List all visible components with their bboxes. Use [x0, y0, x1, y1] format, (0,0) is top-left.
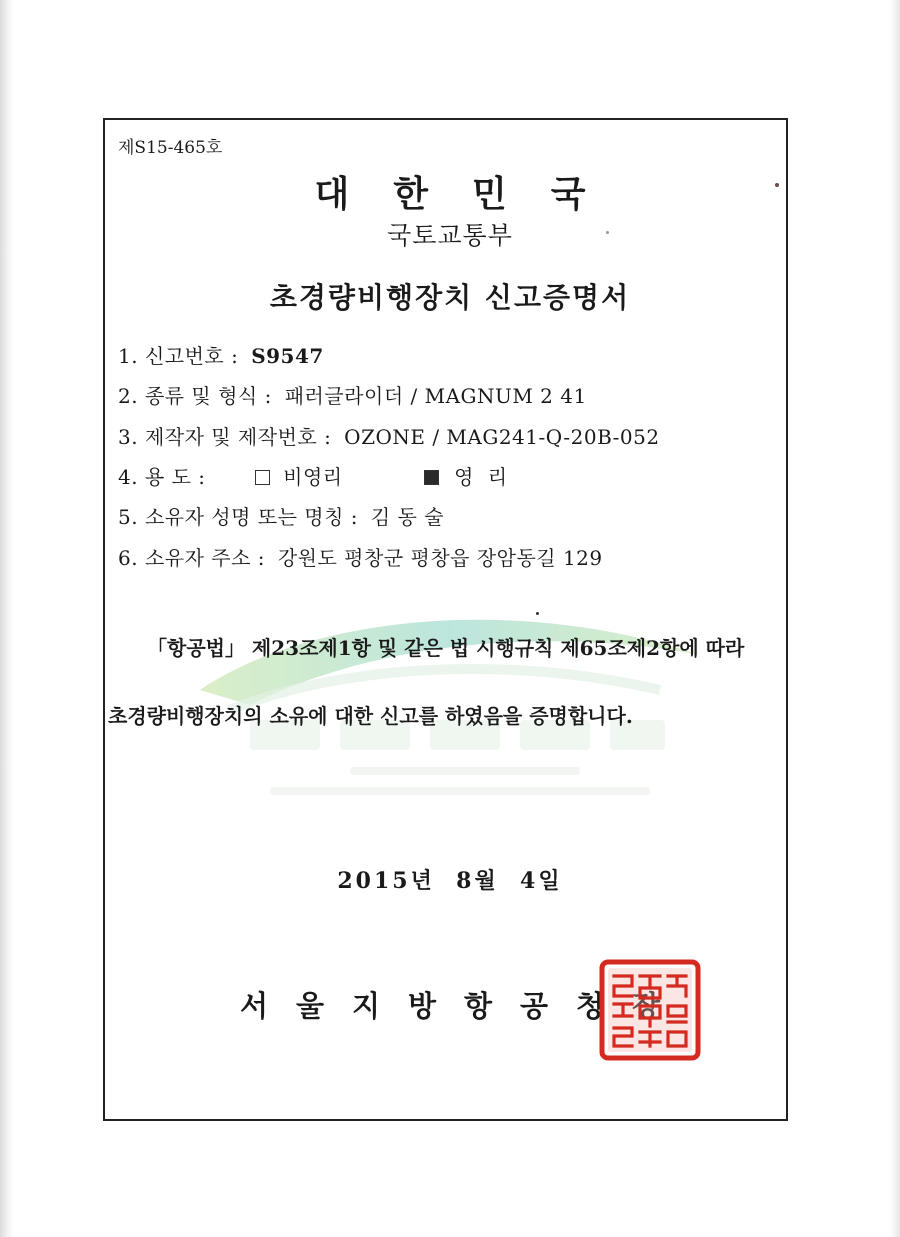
- item-label: 3. 제작자 및 제작번호 :: [118, 425, 332, 449]
- ministry-name: 국토교통부: [387, 221, 513, 250]
- issue-number: 제S15-465호: [118, 138, 223, 158]
- item-label: 1. 신고번호 :: [118, 344, 239, 368]
- type-model-value: 패러글라이더 / MAGNUM 2 41: [284, 384, 587, 408]
- item-owner-name: [118, 501, 444, 530]
- owner-name-value: 김 동 술: [370, 505, 445, 529]
- scan-speck: [536, 612, 539, 615]
- item-label: 4. 용 도 :: [118, 465, 206, 489]
- commercial-label: 영 리: [454, 465, 508, 489]
- report-number-value: S9547: [251, 344, 324, 368]
- document-title: 초경량비행장치 신고증명서: [269, 281, 631, 314]
- item-type-model: [118, 380, 587, 409]
- country-name: 대한민국: [314, 173, 630, 215]
- official-seal: [598, 958, 702, 1062]
- item-label: 6. 소유자 주소 :: [118, 546, 265, 570]
- issue-date: 2015년 8월 4일: [337, 868, 563, 894]
- statement-line-1: 「항공법」 제23조제1항 및 같은 법 시행규칙 제65조제2항에 따라: [147, 636, 745, 660]
- item-report-number: [118, 340, 324, 369]
- owner-address-value: 강원도 평창군 평창읍 장암동길 129: [277, 546, 603, 570]
- item-manufacturer: [118, 421, 660, 450]
- item-label: 2. 종류 및 형식 :: [118, 384, 272, 408]
- non-profit-checkbox: [255, 470, 270, 485]
- non-profit-label: 비영리: [283, 465, 343, 489]
- item-label: 5. 소유자 성명 또는 명칭 :: [118, 505, 358, 529]
- commercial-checkbox: [424, 470, 439, 485]
- item-usage: [118, 461, 508, 490]
- issuer-name: 서울지방항공청장: [239, 989, 689, 1023]
- manufacturer-value: OZONE / MAG241-Q-20B-052: [344, 425, 660, 449]
- statement-line-2: 초경량비행장치의 소유에 대한 신고를 하였음을 증명합니다.: [108, 704, 633, 728]
- item-owner-address: [118, 542, 603, 571]
